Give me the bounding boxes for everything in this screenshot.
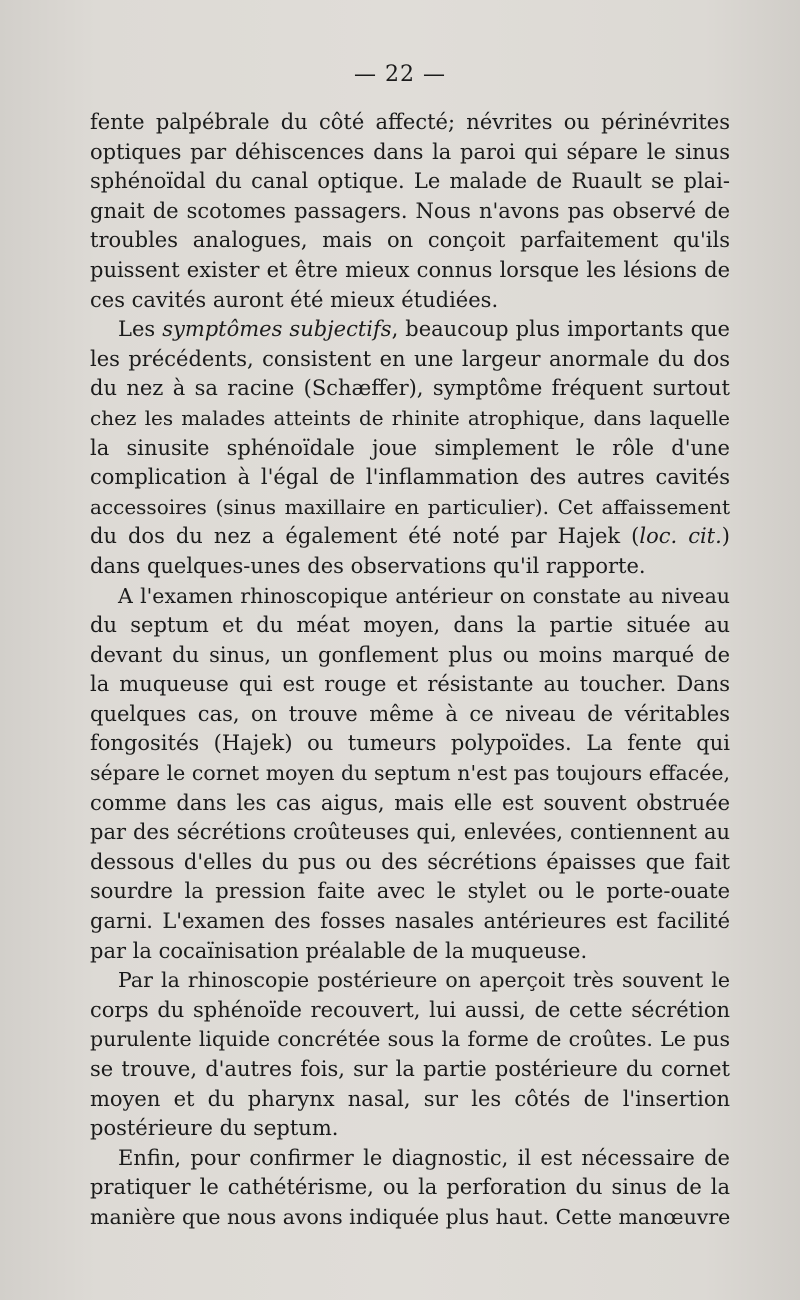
text-line: sphénoïdal du canal optique. Le malade de Ruault se plai-: [90, 169, 730, 194]
text-line: moyen et du pharynx nasal, sur les côtés de l'insertion: [90, 1086, 730, 1111]
page-number: — 22 —: [354, 62, 446, 87]
text-line: du nez à sa racine (Schæffer), symptôme fréquent surtout: [90, 376, 730, 401]
text-line: ces cavités auront été mieux étudiées.: [90, 287, 499, 312]
text-line: sourdre la pression faite avec le stylet ou le porte-ouate: [90, 879, 730, 904]
text-line: quelques cas, on trouve même à ce niveau de véritables: [90, 701, 730, 726]
paragraph-start-line: Par la rhinoscopie postérieure on aperçoit très souvent le: [118, 968, 730, 993]
text-run: , beaucoup plus importants que: [391, 317, 730, 342]
paragraph-start-line: A l'examen rhinoscopique antérieur on constate au niveau: [118, 583, 730, 608]
text-line: les précédents, consistent en une largeur anormale du dos: [90, 346, 730, 371]
text-line: corps du sphénoïde recouvert, lui aussi, de cette sécrétion: [90, 997, 730, 1022]
text-line: [90, 522, 730, 552]
text-line: comme dans les cas aigus, mais elle est souvent obstruée: [90, 790, 730, 815]
text-line: fongosités (Hajek) ou tumeurs polypoïdes. La fente qui: [90, 731, 730, 756]
text-run: Les: [118, 317, 163, 342]
text-line: fente palpébrale du côté affecté; névrites ou périnévrites: [90, 110, 730, 134]
paragraph-start-line: Enfin, pour confirmer le diagnostic, il est nécessaire de: [118, 1145, 730, 1170]
text-line: pratiquer le cathétérisme, ou la perforation du sinus de la: [90, 1175, 730, 1200]
text-line: dans quelques-unes des observations qu'il rapporte.: [90, 553, 646, 578]
text-line: accessoires (sinus maxillaire en particulier). Cet affaissement: [90, 494, 730, 519]
text-line: puissent exister et être mieux connus lorsque les lésions de: [90, 257, 730, 282]
text-line: postérieure du septum.: [90, 1116, 339, 1141]
text-line: devant du sinus, un gonflement plus ou moins marqué de: [90, 642, 730, 667]
text-line: chez les malades atteints de rhinite atrophique, dans laquelle: [90, 405, 730, 430]
text-line: gnait de scotomes passagers. Nous n'avons pas observé de: [90, 198, 730, 223]
text-line: du septum et du méat moyen, dans la partie située au: [90, 613, 730, 638]
text-line: manière que nous avons indiquée plus haut. Cette manœuvre: [90, 1204, 731, 1229]
text-line: la muqueuse qui est rouge et résistante au toucher. Dans: [90, 672, 730, 697]
text-line: troubles analogues, mais on conçoit parfaitement qu'ils: [90, 228, 730, 253]
text-run: ): [721, 524, 730, 549]
text-line: complication à l'égal de l'inflammation des autres cavités: [90, 465, 730, 490]
text-line: sépare le cornet moyen du septum n'est pas toujours effacée,: [90, 761, 730, 786]
text-run: du dos du nez a également été noté par Hajek (: [90, 524, 640, 549]
text-line: dessous d'elles du pus ou des sécrétions épaisses que fait: [90, 849, 730, 874]
italic-term: symptômes subjectifs: [162, 317, 392, 342]
text-line: optiques par déhiscences dans la paroi qui sépare le sinus: [90, 139, 730, 164]
text-line: se trouve, d'autres fois, sur la partie postérieure du cornet: [90, 1057, 730, 1081]
body-text: [90, 108, 730, 1233]
text-line: la sinusite sphénoïdale joue simplement le rôle d'une: [90, 435, 730, 460]
italic-term: loc. cit.: [639, 524, 722, 549]
text-line: par la cocaïnisation préalable de la muqueuse.: [90, 938, 588, 963]
paragraph-start-line: [90, 315, 730, 345]
text-line: par des sécrétions croûteuses qui, enlevées, contiennent au: [90, 820, 730, 845]
text-line: garni. L'examen des fosses nasales antérieures est facilité: [90, 909, 730, 934]
text-line: purulente liquide concrétée sous la forme de croûtes. Le pus: [90, 1027, 730, 1052]
